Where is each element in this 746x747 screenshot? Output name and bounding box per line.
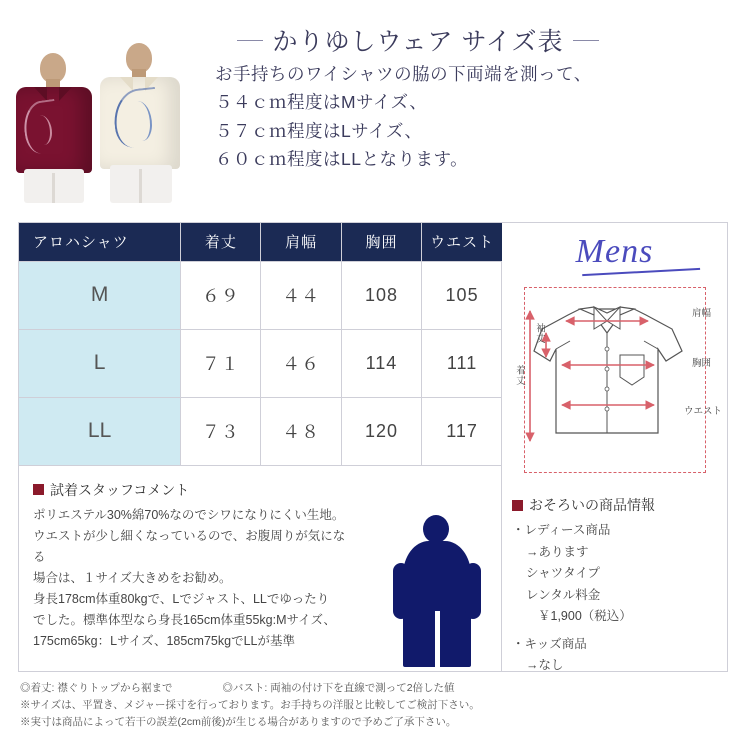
row-size-label: LL [19, 397, 181, 465]
row-size-label: M [19, 261, 181, 329]
column-header-shoulder: 肩幅 [261, 223, 341, 261]
staff-comment-title: 試着スタッフコメント [50, 481, 190, 498]
info-line: ・レディース商品 [512, 523, 611, 537]
product-photos [6, 28, 186, 203]
cell-waist: 105 [422, 261, 502, 329]
collar-right [59, 87, 72, 101]
comment-line: 場合は、１サイズ大きめをお勧め。 [33, 570, 232, 585]
cell-chest: 120 [341, 397, 421, 465]
cell-chest: 108 [341, 261, 421, 329]
silhouette-leg-gap [435, 611, 440, 667]
lead-line-3: ５７ｃｍ程度はLサイズ、 [215, 120, 423, 141]
comment-line: 175cm65kg：Lサイズ、185cm75kgでLLが基準 [33, 633, 295, 648]
column-header-product: アロハシャツ [19, 223, 181, 261]
label-length: 着丈 [514, 365, 525, 386]
table-row [19, 329, 502, 397]
staff-comment-body [33, 505, 355, 652]
info-line-price: ￥1,900（税込） [538, 609, 632, 623]
column-header-length: 着丈 [181, 223, 261, 261]
footnotes [20, 680, 730, 731]
info-body [512, 520, 724, 677]
white-pants [110, 165, 172, 203]
lead-line-1: お手持ちのワイシャツの脇の下両端を測って、 [215, 64, 592, 84]
info-line: シャツタイプ [526, 566, 601, 580]
header [0, 0, 746, 210]
info-title: おそろいの商品情報 [529, 497, 655, 513]
square-bullet-icon [512, 500, 523, 511]
cell-shoulder: ４８ [261, 397, 341, 465]
footnote-row-3: ※実寸は商品によって若干の誤差(2cm前後)が生じる場合がありますので予めご了承下さい。 [20, 716, 457, 728]
label-sleeve: 袖丈 [534, 323, 545, 344]
column-header-chest: 胸囲 [341, 223, 421, 261]
row-size-label: L [19, 329, 181, 397]
size-table [19, 223, 502, 466]
footnote-row-2: ※サイズは、平置き、メジャー採寸を行っております。お手持ちの洋服と比較してご検討下さい。 [20, 699, 480, 711]
page-title: かりゆしウェア サイズ表 [255, 22, 582, 58]
cell-shoulder: ４４ [261, 261, 341, 329]
footnote-bust: ◎バスト: 両袖の付け下を直線で測って2倍した値 [222, 682, 455, 694]
white-pants [24, 169, 84, 203]
diagram-dashed-frame [524, 287, 706, 473]
comment-line: ポリエステル30%綿70%なのでシワになりにくい生地。 [33, 507, 345, 522]
silhouette-head [423, 515, 449, 543]
page-title-wrap [188, 22, 648, 58]
person-silhouette-icon [391, 515, 483, 667]
silhouette-arm-left [393, 563, 409, 619]
main-content-box [18, 222, 728, 672]
white-aloha-shirt-photo [94, 43, 186, 203]
staff-comment-title-row [33, 480, 489, 500]
label-chest: 胸囲 [692, 358, 712, 369]
mens-logo: Mens [575, 233, 654, 270]
cell-length: ７３ [181, 397, 261, 465]
cell-length: ７１ [181, 329, 261, 397]
cell-waist: 111 [422, 329, 502, 397]
collar-left [34, 87, 47, 101]
right-column [502, 223, 727, 671]
info-line: ・キッズ商品 [512, 636, 587, 651]
comment-line: でした。標準体型なら身長165cm体重55kg:Mサイズ、 [33, 612, 336, 627]
info-title-row [512, 495, 724, 515]
lead-line-2: ５４ｃｍ程度はMサイズ、 [215, 92, 428, 113]
table-row [19, 397, 502, 465]
comment-line: 身長178cm体重80kgで、Lでジャスト、LLでゆったり [33, 591, 330, 606]
info-line: →あります [526, 544, 589, 559]
red-aloha-shirt-photo [10, 53, 98, 203]
label-waist: ウエスト [684, 406, 723, 417]
table-header-row [19, 223, 502, 261]
silhouette-arm-right [465, 563, 481, 619]
shirt-measurement-diagram [508, 281, 722, 487]
left-column [19, 223, 502, 671]
cell-length: ６９ [181, 261, 261, 329]
footnote-row-1 [20, 680, 730, 697]
label-shoulder: 肩幅 [692, 308, 712, 319]
lead-text [215, 60, 715, 173]
matching-products-block [512, 495, 724, 677]
comment-line: ウエストが少し細くなっているので、お腹周りが気になる [33, 528, 346, 564]
square-bullet-icon [33, 484, 44, 495]
cell-waist: 117 [422, 397, 502, 465]
collar-left [120, 77, 133, 91]
size-table-head [19, 223, 502, 261]
info-line: →なし [526, 658, 564, 672]
footnote-length: ◎着丈: 襟ぐりトップから裾まで [20, 682, 173, 694]
cell-chest: 114 [341, 329, 421, 397]
lead-line-4: ６０ｃｍ程度はLLとなります。 [215, 149, 469, 170]
table-row [19, 261, 502, 329]
info-line: レンタル料金 [526, 587, 601, 602]
size-table-body [19, 261, 502, 465]
column-header-waist: ウエスト [422, 223, 502, 261]
cell-shoulder: ４６ [261, 329, 341, 397]
